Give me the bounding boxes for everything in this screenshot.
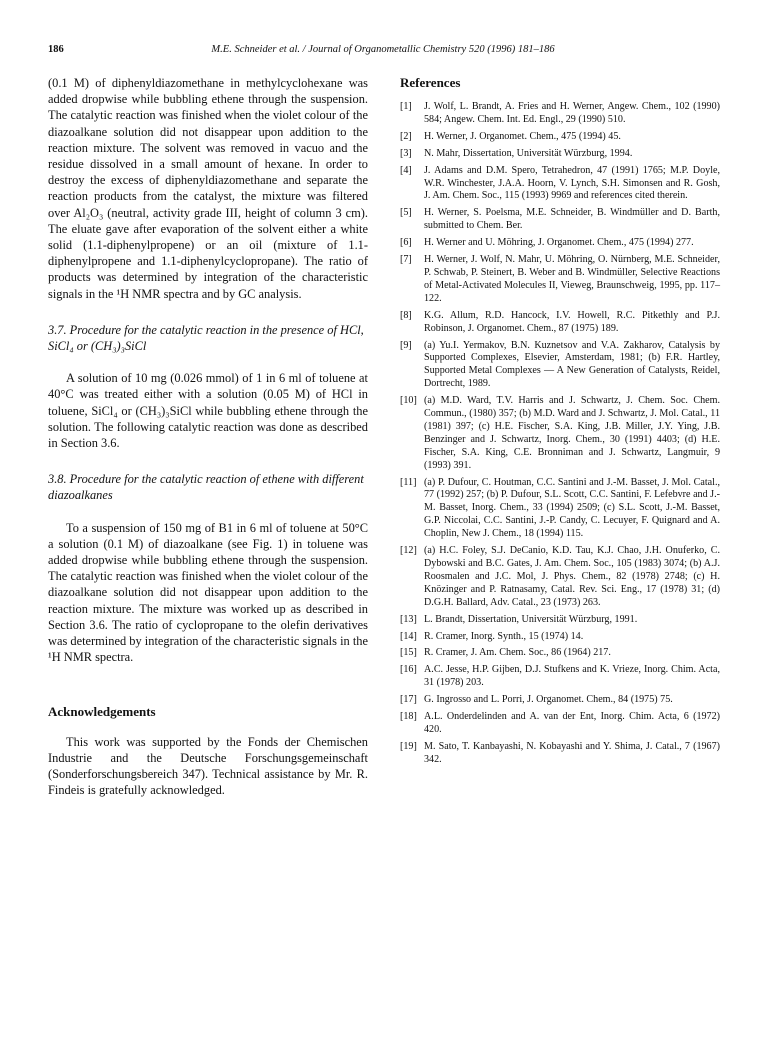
reference-item	[400, 340, 720, 392]
reference-number: [17]	[400, 694, 417, 706]
reference-text: H. Werner and U. Möhring, J. Organomet. Chem., 475 (1994) 277.	[424, 237, 694, 249]
page-header	[48, 44, 718, 60]
reference-number: [18]	[400, 711, 417, 723]
reference-item	[400, 631, 720, 644]
reference-number: [16]	[400, 664, 417, 676]
section-3-8-title: 3.8. Procedure for the catalytic reaction of ethene with different diazoalkanes	[48, 472, 364, 503]
reference-number: [11]	[400, 476, 417, 488]
reference-text: J. Adams and D.M. Spero, Tetrahedron, 47 (1991) 1765; M.P. Doyle, W.R. Winchester, J.A.A. Hoorn, V. Lynch, S.H. Simonsen and R. Gosh, J. Am. Chem. Soc., 115 (1993) 9969 and references cited therein.	[424, 164, 720, 202]
reference-text: N. Mahr, Dissertation, Universität Würzburg, 1994.	[424, 147, 633, 159]
section-3-8-paragraph: To a suspension of 150 mg of B1 in 6 ml of toluene at 50°C a solution (0.1 M) of diazoalkane (see Fig. 1) in toluene was added dropwise while bubbling ethene through the suspension. The catalytic reaction was finished when the violet colour of the diazoalkane solution did not disappear upon addition to the reaction mixture. The mixture was worked up as described in Section 3.6. The ratio of cyclopropane to the olefin derivatives was determined by integration of the characteristic signals in the ¹H NMR spectra.	[48, 520, 368, 665]
reference-text: (a) M.D. Ward, T.V. Harris and J. Schwartz, J. Chem. Soc. Chem. Commun., (1980) 357; (b) M.D. Ward and J. Schwartz, J. Mol. Catal., 11 (1981) 397; (c) H.E. Fischer, S.A. King, J.B. Miller, J.Y. Ying, J.B. Benzinger and J. Schwartz, Inorg. Chem., 30 (1991) 4403; (d) H.E. Fischer, S.A. King, C.E. Bronniman and J. Schwartz, Langmuir, 9 (1993) 391.	[424, 395, 720, 471]
reference-item	[400, 165, 720, 204]
reference-number: [15]	[400, 647, 417, 659]
reference-item	[400, 647, 720, 660]
references-heading: References	[400, 75, 461, 90]
reference-number: [6]	[400, 237, 412, 249]
reference-text: G. Ingrosso and L. Porri, J. Organomet. Chem., 84 (1975) 75.	[424, 694, 673, 706]
reference-item	[400, 477, 720, 542]
reference-number: [1]	[400, 101, 412, 112]
reference-number: [14]	[400, 630, 417, 642]
reference-number: [10]	[400, 395, 417, 407]
reference-text: K.G. Allum, R.D. Hancock, I.V. Howell, R.C. Pitkethly and P.J. Robinson, J. Organomet. Chem., 87 (1975) 189.	[424, 309, 720, 334]
reference-text: A.C. Jesse, H.P. Gijben, D.J. Stufkens and K. Vrieze, Inorg. Chim. Acta, 31 (1978) 203.	[424, 664, 720, 689]
reference-number: [12]	[400, 545, 417, 557]
reference-item	[400, 614, 720, 627]
reference-text: M. Sato, T. Kanbayashi, N. Kobayashi and Y. Shima, J. Catal., 7 (1967) 342.	[424, 740, 720, 765]
reference-item	[400, 131, 720, 144]
reference-list	[400, 101, 720, 767]
reference-number: [9]	[400, 339, 412, 351]
reference-text: (a) H.C. Foley, S.J. DeCanio, K.D. Tau, K.J. Chao, J.H. Onuferko, C. Dybowski and B.C. Gates, J. Am. Chem. Soc., 105 (1983) 3074; (b) A.J. Roosmalen and J.C. Mol, J. Phys. Chem., 82 (1978) 2748; (c) H. Knözinger and P. Ratnasamy, Catal. Rev. Sci. Eng., 17 (1978) 31; (d) D.G.H. Ballard, Adv. Catal., 23 (1973) 263.	[424, 545, 720, 608]
reference-number: [13]	[400, 613, 417, 625]
reference-item	[400, 148, 720, 161]
reference-item	[400, 664, 720, 690]
reference-text: A.L. Onderdelinden and A. van der Ent, Inorg. Chim. Acta, 6 (1972) 420.	[424, 711, 720, 735]
reference-number: [8]	[400, 309, 412, 321]
reference-item	[400, 207, 720, 233]
reference-number: [5]	[400, 207, 412, 219]
acknowledgements-heading: Acknowledgements	[48, 703, 156, 719]
reference-number: [19]	[400, 740, 417, 752]
reference-item	[400, 741, 720, 767]
reference-number: [4]	[400, 164, 412, 176]
reference-text: H. Werner, S. Poelsma, M.E. Schneider, B. Windmüller and D. Barth, submitted to Chem. Ber.	[424, 207, 720, 232]
reference-item	[400, 694, 720, 707]
procedure-continued-paragraph: (0.1 M) of diphenyldiazomethane in methylcyclohexane was added dropwise while bubbling ethene through the suspension. The catalytic reaction was finished when the violet colour of the diazoalkane solution did not disappear upon addition to the reaction mixture. The solvent was removed in vacuo and the residue dissolved in a small amount of hexane. In order to destroy the excess of diphenyldiazomethane and separate the reaction products from the catalyst, the mixture was filtered over Al₂O₃ (neutral, activity grade III, height of column 3 cm). The eluate gave after evaporation of the solvent either a white solid (1.1-diphenylpropene) or an oil (mixture of 1.1-diphenylpropene and 1.1-diphenylcyclopropane). The ratio of products was determined by integration of the characteristic signals in the ¹H NMR spectra and by GC analysis.	[48, 76, 368, 301]
acknowledgements-paragraph: This work was supported by the Fonds der Chemischen Industrie and the Deutsche Forschungsgemeinschaft (Sonderforschungsbereich 347). Technical assistance by Mr. R. Findeis is gratefully acknowledged.	[48, 734, 368, 798]
reference-number: [2]	[400, 130, 412, 142]
reference-item	[400, 545, 720, 610]
reference-text: H. Werner, J. Wolf, N. Mahr, U. Möhring, O. Nürnberg, M.E. Schneider, P. Schwab, P. Steinert, B. Weber and B. Windmüller, Selective Reactions of Metal-Activated Molecules II, Vieweg, Braunschweig, 1995, pp. 117–122.	[424, 254, 720, 304]
reference-text: (a) Yu.I. Yermakov, B.N. Kuznetsov and V.A. Zakharov, Catalysis by Supported Complexes, Elsevier, Amsterdam, 1981; (b) F.R. Hartley, Supported Metal Complexes — A New Generation of Catalysts, Reidel, Dortrecht, 1989.	[424, 339, 720, 390]
section-3-7-title: 3.7. Procedure for the catalytic reaction in the presence of HCl, SiCl₄ or (CH₃)₃SiCl	[48, 322, 364, 354]
reference-text: R. Cramer, J. Am. Chem. Soc., 86 (1964) 217.	[424, 647, 611, 659]
reference-item	[400, 237, 720, 250]
reference-text: (a) P. Dufour, C. Houtman, C.C. Santini and J.-M. Basset, J. Mol. Catal., 77 (1992) 257; (b) P. Dufour, S.L. Scott, C.C. Santini, F. Lefebvre and J.-M. Basset, Inorg. Chem., 33 (1994) 2509; (c) S.L. Scott, J.-M. Basset, G.P. Niccolai, C.C. Santini, J.-P. Candy, C. Lecuyer, F. Quignard and A. Choplin, New J. Chem., 18 (1994) 115.	[424, 476, 720, 540]
reference-text: L. Brandt, Dissertation, Universität Würzburg, 1991.	[424, 613, 638, 625]
left-column	[48, 75, 368, 798]
reference-number: [3]	[400, 147, 412, 159]
reference-item	[400, 711, 720, 737]
reference-number: [7]	[400, 254, 412, 266]
page-number: 186	[48, 44, 64, 55]
reference-item	[400, 395, 720, 472]
running-title: M.E. Schneider et al. / Journal of Organometallic Chemistry 520 (1996) 181–186	[211, 44, 555, 55]
reference-text: R. Cramer, Inorg. Synth., 15 (1974) 14.	[424, 630, 584, 642]
reference-text: J. Wolf, L. Brandt, A. Fries and H. Werner, Angew. Chem., 102 (1990) 584; Angew. Chem. Int. Ed. Engl., 29 (1990) 510.	[424, 101, 720, 125]
reference-item	[400, 254, 720, 306]
reference-item	[400, 101, 720, 127]
reference-text: H. Werner, J. Organomet. Chem., 475 (1994) 45.	[424, 130, 621, 142]
section-3-7-paragraph: A solution of 10 mg (0.026 mmol) of 1 in 6 ml of toluene at 40°C was treated either with a solution (0.05 M) of HCl in toluene, SiCl₄ or (CH₃)₃SiCl while bubbling ethene through the solution. The following catalytic reaction was done as described in Section 3.6.	[48, 371, 368, 451]
reference-item	[400, 310, 720, 336]
references-column	[400, 75, 720, 771]
